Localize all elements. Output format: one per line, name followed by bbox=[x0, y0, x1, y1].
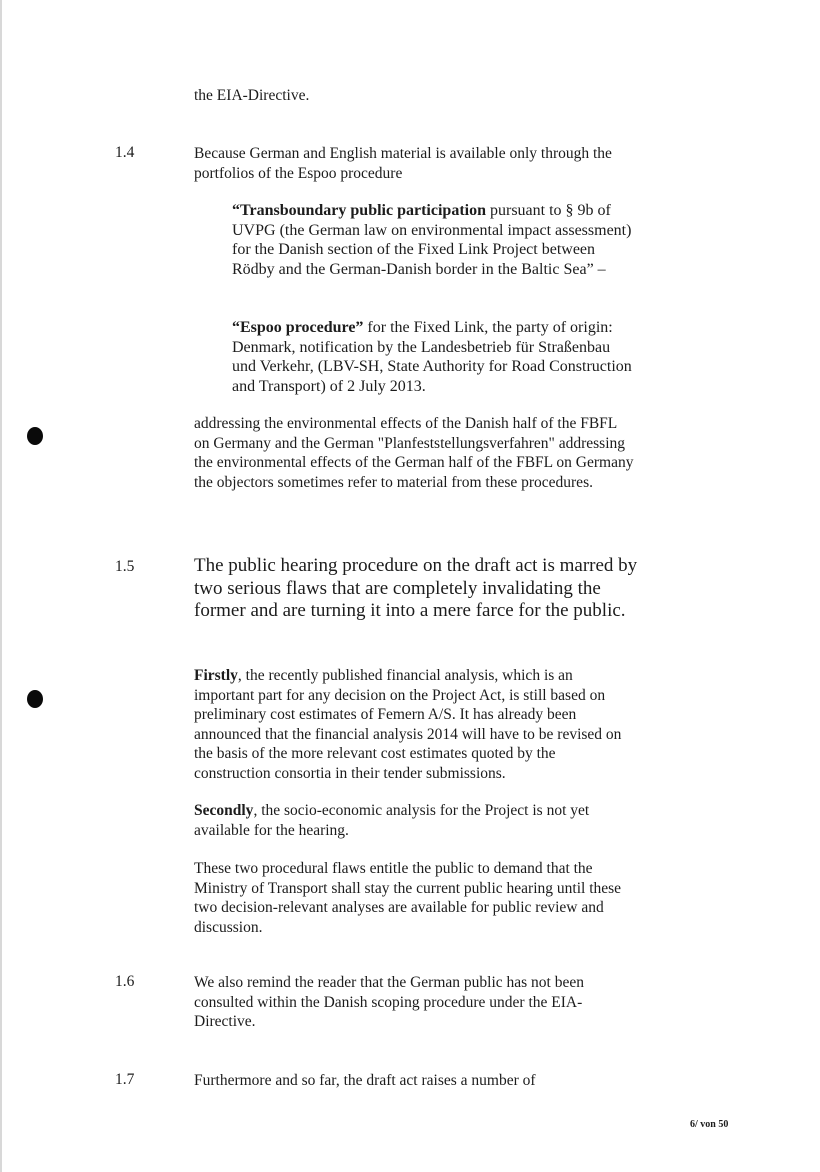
section-number-1-5: 1.5 bbox=[115, 558, 135, 575]
page-edge bbox=[0, 0, 2, 1172]
quote-transboundary bbox=[232, 201, 632, 279]
punch-hole bbox=[27, 690, 43, 708]
firstly-label: Firstly bbox=[194, 667, 238, 684]
punch-hole bbox=[27, 427, 43, 445]
paragraph-secondly bbox=[194, 801, 634, 840]
quote-espoo-title: “Espoo procedure” bbox=[232, 319, 364, 336]
page-number: 6/ von 50 bbox=[690, 1119, 729, 1130]
paragraph-conclusion: These two procedural flaws entitle the public to demand that the Ministry of Transport shall stay the current public hearing until these two decision-relevant analyses are available for public review and discussion. bbox=[194, 860, 622, 936]
secondly-body: , the socio-economic analysis for the Project is not yet available for the hearing. bbox=[194, 802, 590, 839]
quote-transboundary-body: pursuant to § 9b of UVPG (the German law on environmental impact assessment) for the Danish section of the Fixed Link Project between Rödby and the German-Danish border in the Baltic Sea” – bbox=[232, 202, 632, 278]
firstly-body: , the recently published financial analysis, which is an important part for any decision on the Project Act, is still based on preliminary cost estimates of Femern A/S. It has already been announced that the financial analysis 2014 will have to be revised on the basis of the more relevant cost estimates quoted by the construction consortia in their tender submissions. bbox=[194, 667, 622, 782]
section-1-4-closing: addressing the environmental effects of the Danish half of the FBFL on Germany and the German "Planfeststellungsverfahren" addressing the environmental effects of the German half of the FBFL on Germany the objectors sometimes refer to material from these procedures. bbox=[194, 415, 634, 491]
quote-espoo-body: for the Fixed Link, the party of origin: Denmark, notification by the Landesbetrieb für Straßenbau und Verkehr, (LBV-SH, State Authority for Road Construction and Transport) of 2 July 2013. bbox=[232, 319, 632, 395]
continuation-text: the EIA-Directive. bbox=[194, 87, 310, 104]
paragraph-firstly bbox=[194, 666, 634, 783]
section-1-7-text: Furthermore and so far, the draft act raises a number of bbox=[194, 1072, 536, 1089]
section-1-5-heading: The public hearing procedure on the draft act is marred by two serious flaws that are completely invalidating the former and are turning it into a mere farce for the public. bbox=[194, 555, 638, 621]
secondly-label: Secondly bbox=[194, 802, 254, 819]
section-number-1-6: 1.6 bbox=[115, 973, 135, 990]
section-number-1-7: 1.7 bbox=[115, 1071, 135, 1088]
section-1-4-intro: Because German and English material is available only through the portfolios of the Espoo procedure bbox=[194, 145, 612, 182]
section-1-6-text: We also remind the reader that the German public has not been consulted within the Danish scoping procedure under the EIA-Directive. bbox=[194, 974, 584, 1030]
section-number-1-4: 1.4 bbox=[115, 144, 135, 161]
quote-transboundary-title: “Transboundary public participation bbox=[232, 202, 486, 219]
quote-espoo bbox=[232, 318, 632, 396]
